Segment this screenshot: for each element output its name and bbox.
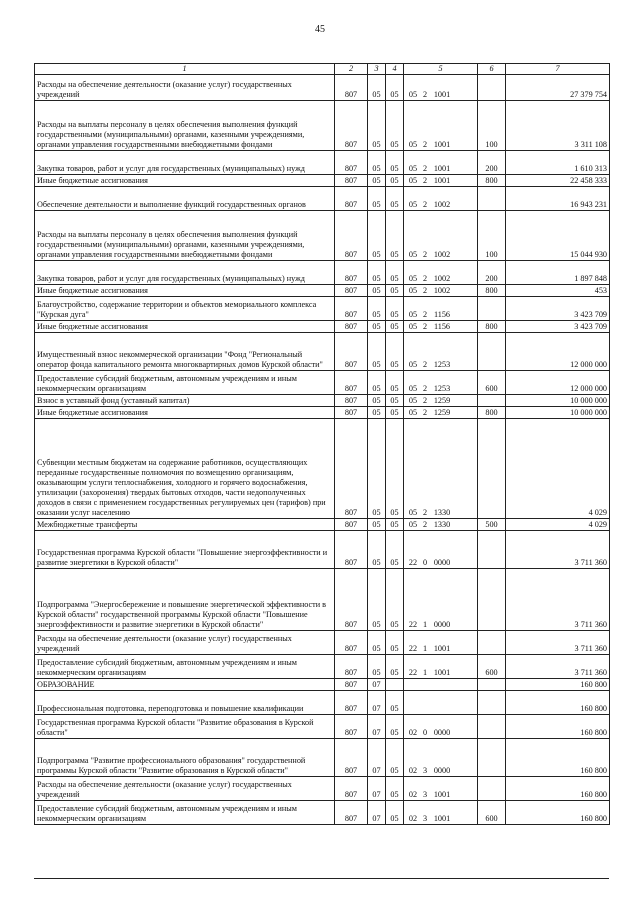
table-row [35,101,610,151]
section-code: 05 [368,321,386,333]
target-article-code [404,211,478,261]
direction-code: 1253 [433,360,451,369]
section-code: 07 [368,739,386,777]
target-article-code [404,777,478,801]
section-code: 05 [368,297,386,321]
subsection-code: 05 [386,371,404,395]
amount: 4 029 [506,419,610,519]
expense-name: Иные бюджетные ассигнования [35,321,335,333]
grbs-code: 807 [335,569,368,631]
subprogram-code: 0 [422,558,428,567]
expense-name: Предоставление субсидий бюджетным, автономным учреждениям и иным некоммерческим организациям [35,801,335,825]
target-article-code [404,407,478,419]
subsection-code: 05 [386,101,404,151]
direction-code: 1001 [433,90,451,99]
expense-type-code: 500 [478,519,506,531]
subprogram-code: 3 [422,766,428,775]
table-row [35,297,610,321]
direction-code: 1002 [433,200,451,209]
section-code: 05 [368,101,386,151]
table-row [35,211,610,261]
subprogram-code: 2 [422,384,428,393]
program-code: 05 [408,360,418,369]
subprogram-code: 2 [422,508,428,517]
target-article-code [404,187,478,211]
expense-type-code [478,333,506,371]
table-row [35,187,610,211]
amount: 3 423 709 [506,297,610,321]
target-article-code [404,75,478,101]
direction-code: 1001 [433,176,451,185]
table-row [35,655,610,679]
table-row [35,333,610,371]
program-code: 05 [408,200,418,209]
subsection-code: 05 [386,395,404,407]
header-cell: 6 [478,64,506,75]
subprogram-code: 2 [422,520,428,529]
expense-type-code [478,531,506,569]
header-cell: 1 [35,64,335,75]
subprogram-code: 2 [422,396,428,405]
direction-code: 1253 [433,384,451,393]
section-code: 05 [368,261,386,285]
header-cell: 3 [368,64,386,75]
expense-type-code [478,187,506,211]
expense-type-code: 600 [478,801,506,825]
table-row [35,739,610,777]
subprogram-code: 2 [422,310,428,319]
expense-type-code [478,75,506,101]
expense-type-code: 800 [478,175,506,187]
expense-type-code [478,569,506,631]
section-code: 05 [368,419,386,519]
grbs-code: 807 [335,395,368,407]
section-code: 05 [368,531,386,569]
program-code: 05 [408,140,418,149]
subprogram-code: 2 [422,360,428,369]
table-row [35,371,610,395]
subprogram-code: 2 [422,176,428,185]
subprogram-code: 2 [422,200,428,209]
program-code: 05 [408,176,418,185]
subsection-code: 05 [386,631,404,655]
direction-code: 1259 [433,396,451,405]
program-code: 02 [408,766,418,775]
grbs-code: 807 [335,777,368,801]
grbs-code: 807 [335,321,368,333]
expense-type-code [478,739,506,777]
grbs-code: 807 [335,175,368,187]
expense-name: ОБРАЗОВАНИЕ [35,679,335,691]
subprogram-code: 2 [422,250,428,259]
program-code: 05 [408,90,418,99]
section-code: 05 [368,175,386,187]
target-article-code [404,569,478,631]
expense-name: Закупка товаров, работ и услуг для государственных (муниципальных) нужд [35,261,335,285]
expense-name: Предоставление субсидий бюджетным, автономным учреждениям и иным некоммерческим организациям [35,371,335,395]
section-code: 07 [368,801,386,825]
expense-name: Иные бюджетные ассигнования [35,407,335,419]
amount: 10 000 000 [506,395,610,407]
header-cell: 5 [404,64,478,75]
section-code: 05 [368,285,386,297]
grbs-code: 807 [335,151,368,175]
amount: 4 029 [506,519,610,531]
header-cell: 2 [335,64,368,75]
subprogram-code: 3 [422,814,428,823]
target-article-code [404,691,478,715]
expense-name: Подпрограмма "Развитие профессионального образования" государственной программы Курской области "Развитие образования в Курской области" [35,739,335,777]
expense-type-code [478,395,506,407]
subsection-code: 05 [386,801,404,825]
expense-name: Государственная программа Курской области "Повышение энергоэффективности и развитие энергетики в Курской области" [35,531,335,569]
subprogram-code: 1 [422,668,428,677]
table-row [35,519,610,531]
amount: 3 423 709 [506,321,610,333]
program-code: 05 [408,274,418,283]
expense-name: Подпрограмма "Энергосбережение и повышение энергетической эффективности в Курской области" государственной программы Курской области "Повышение энергоэффективности и развитие энергетики в Курской области" [35,569,335,631]
target-article-code [404,297,478,321]
subprogram-code: 0 [422,728,428,737]
subsection-code: 05 [386,569,404,631]
program-code: 22 [408,620,418,629]
expense-name: Расходы на выплаты персоналу в целях обеспечения выполнения функций государственными (муниципальными) органами, казенными учреждениями, органами управления государственными внебюджетными фондами [35,211,335,261]
subsection-code: 05 [386,151,404,175]
expense-name: Расходы на обеспечение деятельности (оказание услуг) государственных учреждений [35,777,335,801]
program-code: 05 [408,520,418,529]
direction-code: 1001 [433,814,451,823]
section-code: 05 [368,333,386,371]
direction-code: 0000 [433,766,451,775]
amount: 3 711 360 [506,655,610,679]
table-row [35,285,610,297]
expense-name: Иные бюджетные ассигнования [35,285,335,297]
direction-code: 1156 [433,322,451,331]
subsection-code [386,679,404,691]
expense-name: Государственная программа Курской области "Развитие образования в Курской области" [35,715,335,739]
grbs-code: 807 [335,655,368,679]
target-article-code [404,739,478,777]
target-article-code [404,519,478,531]
target-article-code [404,321,478,333]
grbs-code: 807 [335,75,368,101]
amount: 160 800 [506,691,610,715]
program-code: 05 [408,384,418,393]
expense-name: Межбюджетные трансферты [35,519,335,531]
subsection-code: 05 [386,175,404,187]
subsection-code: 05 [386,321,404,333]
expense-type-code: 800 [478,321,506,333]
expense-name: Профессиональная подготовка, переподготовка и повышение квалификации [35,691,335,715]
grbs-code: 807 [335,333,368,371]
subsection-code: 05 [386,297,404,321]
grbs-code: 807 [335,211,368,261]
table-row [35,691,610,715]
header-row [35,64,610,75]
section-code: 05 [368,519,386,531]
target-article-code [404,419,478,519]
amount: 160 800 [506,679,610,691]
grbs-code: 807 [335,187,368,211]
grbs-code: 807 [335,261,368,285]
expense-type-code [478,777,506,801]
table-row [35,75,610,101]
target-article-code [404,285,478,297]
section-code: 05 [368,569,386,631]
subprogram-code: 2 [422,90,428,99]
target-article-code [404,395,478,407]
budget-table [34,63,610,825]
subsection-code: 05 [386,519,404,531]
table-row [35,531,610,569]
subprogram-code: 3 [422,790,428,799]
direction-code: 1001 [433,164,451,173]
amount: 15 044 930 [506,211,610,261]
section-code: 05 [368,211,386,261]
amount: 10 000 000 [506,407,610,419]
amount: 160 800 [506,801,610,825]
program-code: 05 [408,408,418,417]
amount: 12 000 000 [506,333,610,371]
bottom-rule [34,878,609,879]
program-code: 05 [408,286,418,295]
grbs-code: 807 [335,297,368,321]
amount: 3 711 360 [506,631,610,655]
program-code: 22 [408,644,418,653]
subsection-code: 05 [386,211,404,261]
subprogram-code: 1 [422,620,428,629]
amount: 160 800 [506,777,610,801]
target-article-code [404,655,478,679]
subsection-code: 05 [386,333,404,371]
expense-name: Закупка товаров, работ и услуг для государственных (муниципальных) нужд [35,151,335,175]
program-code: 22 [408,668,418,677]
table-row [35,801,610,825]
direction-code: 0000 [433,558,451,567]
table-row [35,569,610,631]
header-cell: 4 [386,64,404,75]
table-row [35,777,610,801]
grbs-code: 807 [335,519,368,531]
expense-name: Расходы на обеспечение деятельности (оказание услуг) государственных учреждений [35,75,335,101]
table-row [35,407,610,419]
expense-type-code: 600 [478,655,506,679]
grbs-code: 807 [335,801,368,825]
subsection-code: 05 [386,531,404,569]
amount: 27 379 754 [506,75,610,101]
expense-name: Иные бюджетные ассигнования [35,175,335,187]
subprogram-code: 1 [422,644,428,653]
expense-type-code: 200 [478,261,506,285]
program-code: 05 [408,164,418,173]
expense-name: Взнос в уставный фонд (уставный капитал) [35,395,335,407]
program-code: 02 [408,728,418,737]
direction-code: 1001 [433,140,451,149]
grbs-code: 807 [335,691,368,715]
direction-code: 1002 [433,274,451,283]
section-code: 07 [368,679,386,691]
expense-type-code: 600 [478,371,506,395]
program-code: 05 [408,310,418,319]
expense-name: Обеспечение деятельности и выполнение функций государственных органов [35,187,335,211]
expense-name: Благоустройство, содержание территории и объектов мемориального комплекса "Курская дуга" [35,297,335,321]
program-code: 22 [408,558,418,567]
expense-type-code [478,715,506,739]
subsection-code: 05 [386,777,404,801]
expense-type-code [478,297,506,321]
grbs-code: 807 [335,285,368,297]
header-cell: 7 [506,64,610,75]
section-code: 05 [368,407,386,419]
amount: 160 800 [506,739,610,777]
subprogram-code: 2 [422,286,428,295]
direction-code: 1001 [433,790,451,799]
subsection-code: 05 [386,715,404,739]
subprogram-code: 2 [422,140,428,149]
grbs-code: 807 [335,407,368,419]
subsection-code: 05 [386,285,404,297]
page-number: 45 [315,24,325,35]
direction-code: 1330 [433,508,451,517]
expense-name: Расходы на обеспечение деятельности (оказание услуг) государственных учреждений [35,631,335,655]
direction-code: 1002 [433,250,451,259]
direction-code: 1001 [433,644,451,653]
amount: 3 711 360 [506,569,610,631]
target-article-code [404,679,478,691]
subsection-code: 05 [386,739,404,777]
grbs-code: 807 [335,531,368,569]
table-row [35,715,610,739]
target-article-code [404,261,478,285]
program-code: 05 [408,322,418,331]
target-article-code [404,531,478,569]
grbs-code: 807 [335,101,368,151]
subsection-code: 05 [386,419,404,519]
expense-type-code [478,679,506,691]
expense-type-code [478,631,506,655]
subsection-code: 05 [386,407,404,419]
amount: 3 711 360 [506,531,610,569]
target-article-code [404,715,478,739]
expense-name: Расходы на выплаты персоналу в целях обеспечения выполнения функций государственными (муниципальными) органами, казенными учреждениями, органами управления государственными внебюджетными фондами [35,101,335,151]
expense-type-code: 100 [478,211,506,261]
grbs-code: 807 [335,371,368,395]
subsection-code: 05 [386,691,404,715]
expense-type-code: 800 [478,407,506,419]
amount: 16 943 231 [506,187,610,211]
section-code: 05 [368,187,386,211]
direction-code: 1259 [433,408,451,417]
table-row [35,631,610,655]
expense-type-code [478,419,506,519]
expense-name: Предоставление субсидий бюджетным, автономным учреждениям и иным некоммерческим организациям [35,655,335,679]
direction-code: 1001 [433,668,451,677]
section-code: 05 [368,151,386,175]
section-code: 05 [368,631,386,655]
program-code: 02 [408,814,418,823]
section-code: 07 [368,691,386,715]
direction-code: 0000 [433,728,451,737]
program-code: 02 [408,790,418,799]
grbs-code: 807 [335,631,368,655]
direction-code: 1330 [433,520,451,529]
subsection-code: 05 [386,187,404,211]
amount: 22 458 333 [506,175,610,187]
expense-name: Имущественный взнос некоммерческой организации "Фонд "Региональный оператор фонда капитального ремонта многоквартирных домов Курской области" [35,333,335,371]
expense-type-code: 100 [478,101,506,151]
amount: 453 [506,285,610,297]
amount: 3 311 108 [506,101,610,151]
section-code: 07 [368,777,386,801]
section-code: 05 [368,395,386,407]
target-article-code [404,101,478,151]
subsection-code: 05 [386,75,404,101]
subprogram-code: 2 [422,164,428,173]
amount: 160 800 [506,715,610,739]
subprogram-code: 2 [422,322,428,331]
amount: 1 897 848 [506,261,610,285]
expense-type-code [478,691,506,715]
amount: 1 610 313 [506,151,610,175]
program-code: 05 [408,508,418,517]
section-code: 05 [368,655,386,679]
expense-type-code: 800 [478,285,506,297]
grbs-code: 807 [335,419,368,519]
direction-code: 1002 [433,286,451,295]
expense-type-code: 200 [478,151,506,175]
subprogram-code: 2 [422,408,428,417]
target-article-code [404,333,478,371]
subsection-code: 05 [386,655,404,679]
subsection-code: 05 [386,261,404,285]
table-row [35,261,610,285]
table-row [35,419,610,519]
table-row [35,175,610,187]
section-code: 05 [368,371,386,395]
target-article-code [404,801,478,825]
program-code: 05 [408,396,418,405]
table-row [35,395,610,407]
table-row [35,321,610,333]
grbs-code: 807 [335,739,368,777]
table-row [35,151,610,175]
target-article-code [404,151,478,175]
direction-code: 1156 [433,310,451,319]
grbs-code: 807 [335,715,368,739]
table-row [35,679,610,691]
section-code: 07 [368,715,386,739]
target-article-code [404,371,478,395]
direction-code: 0000 [433,620,451,629]
target-article-code [404,175,478,187]
amount: 12 000 000 [506,371,610,395]
target-article-code [404,631,478,655]
expense-name: Субвенции местным бюджетам на содержание работников, осуществляющих переданные государственные полномочия по возмещению организациям, оказывающим услуги теплоснабжения, холодного и горячего водоснабжения, утилизации (захоронения) твердых бытовых отходов, части недополученных доходов в связи с применением государственных регулируемых цен (тарифов) при оказании услуг населению [35,419,335,519]
program-code: 05 [408,250,418,259]
section-code: 05 [368,75,386,101]
grbs-code: 807 [335,679,368,691]
subprogram-code: 2 [422,274,428,283]
